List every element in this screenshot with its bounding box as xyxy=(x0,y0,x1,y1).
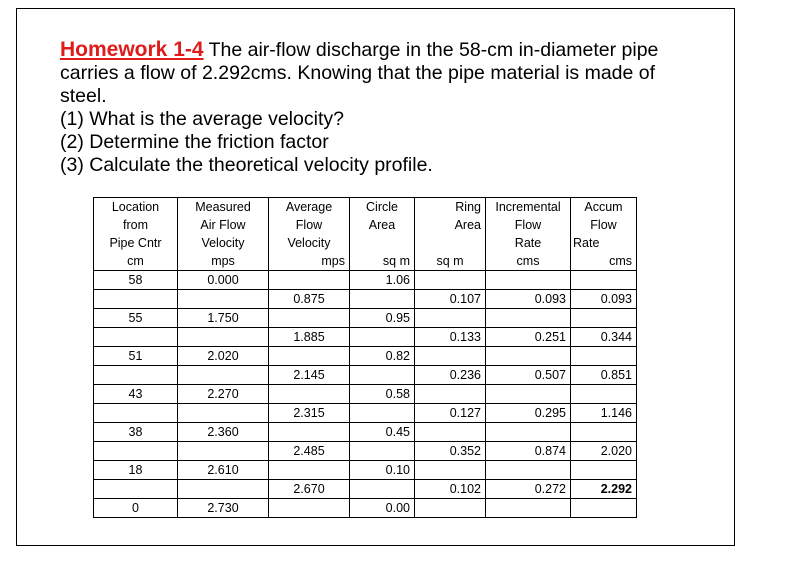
table-cell: 2.292 xyxy=(571,480,637,499)
table-cell: 0.82 xyxy=(350,347,415,366)
header-cell: Ring xyxy=(415,198,486,217)
table-cell xyxy=(350,290,415,309)
table-cell xyxy=(486,423,571,442)
table-cell xyxy=(415,461,486,480)
table-cell xyxy=(571,309,637,328)
table-cell: 2.270 xyxy=(178,385,269,404)
table-row xyxy=(94,480,637,499)
table-cell xyxy=(350,366,415,385)
table-cell: 2.145 xyxy=(269,366,350,385)
table-cell xyxy=(415,385,486,404)
table-cell xyxy=(178,328,269,347)
table-header-row xyxy=(94,234,637,252)
problem-intro xyxy=(60,38,700,108)
question-3: (3) Calculate the theoretical velocity profile. xyxy=(60,154,433,176)
homework-title: Homework 1-4 xyxy=(60,38,204,61)
header-cell: Flow xyxy=(486,216,571,234)
table-cell: 58 xyxy=(94,271,178,290)
table-header-row xyxy=(94,252,637,271)
table-cell: 0.95 xyxy=(350,309,415,328)
table-row xyxy=(94,290,637,309)
table-cell xyxy=(486,271,571,290)
table-cell: 0 xyxy=(94,499,178,518)
table-cell: 0.000 xyxy=(178,271,269,290)
header-cell: Flow xyxy=(571,216,637,234)
table-cell: 0.093 xyxy=(486,290,571,309)
table-cell: 18 xyxy=(94,461,178,480)
table-cell xyxy=(486,385,571,404)
header-cell: Area xyxy=(415,216,486,234)
table-row xyxy=(94,328,637,347)
header-cell: mps xyxy=(178,252,269,271)
table-cell: 0.133 xyxy=(415,328,486,347)
header-cell xyxy=(350,234,415,252)
table-cell: 0.102 xyxy=(415,480,486,499)
table-row xyxy=(94,404,637,423)
table-cell xyxy=(269,423,350,442)
table-cell xyxy=(178,404,269,423)
table-row xyxy=(94,366,637,385)
table-cell xyxy=(571,385,637,404)
table-cell: 38 xyxy=(94,423,178,442)
table-cell xyxy=(415,499,486,518)
table-cell: 55 xyxy=(94,309,178,328)
table-row xyxy=(94,423,637,442)
table-cell xyxy=(94,480,178,499)
table-cell: 0.344 xyxy=(571,328,637,347)
table-cell: 2.020 xyxy=(571,442,637,461)
table-cell xyxy=(571,423,637,442)
table-header-row xyxy=(94,198,637,217)
table-row xyxy=(94,461,637,480)
header-cell: Average xyxy=(269,198,350,217)
table-cell: 1.06 xyxy=(350,271,415,290)
table-row xyxy=(94,309,637,328)
table-cell: 0.093 xyxy=(571,290,637,309)
header-cell: cm xyxy=(94,252,178,271)
table-cell: 0.352 xyxy=(415,442,486,461)
header-cell: sq m xyxy=(350,252,415,271)
table-cell: 1.146 xyxy=(571,404,637,423)
table-cell xyxy=(486,461,571,480)
question-1: (1) What is the average velocity? xyxy=(60,108,344,130)
table-cell: 2.670 xyxy=(269,480,350,499)
table-body xyxy=(94,271,637,518)
table-cell xyxy=(178,442,269,461)
table-cell: 0.00 xyxy=(350,499,415,518)
problem-intro-text: The air-flow discharge in the 58-cm in-diameter pipe carries a flow of 2.292cms. Knowing that the pipe material is made of steel. xyxy=(60,39,659,107)
table-cell: 0.236 xyxy=(415,366,486,385)
table-cell xyxy=(94,442,178,461)
table-cell: 0.507 xyxy=(486,366,571,385)
table-cell: 43 xyxy=(94,385,178,404)
table-cell xyxy=(178,366,269,385)
table-cell xyxy=(269,347,350,366)
header-cell: Location xyxy=(94,198,178,217)
table-cell: 0.272 xyxy=(486,480,571,499)
table-row xyxy=(94,347,637,366)
header-cell: cms xyxy=(486,252,571,271)
header-cell: Circle xyxy=(350,198,415,217)
table-row xyxy=(94,499,637,518)
table-cell xyxy=(94,290,178,309)
table-cell xyxy=(269,499,350,518)
table-cell: 0.58 xyxy=(350,385,415,404)
table-cell xyxy=(94,404,178,423)
table-cell xyxy=(94,328,178,347)
table-cell: 0.851 xyxy=(571,366,637,385)
header-cell: from xyxy=(94,216,178,234)
table-cell: 0.45 xyxy=(350,423,415,442)
table-cell xyxy=(269,385,350,404)
table-cell xyxy=(178,290,269,309)
table-cell xyxy=(415,347,486,366)
table-row xyxy=(94,385,637,404)
header-cell: Incremental xyxy=(486,198,571,217)
table-cell: 0.875 xyxy=(269,290,350,309)
header-cell: Velocity xyxy=(269,234,350,252)
table-cell: 0.295 xyxy=(486,404,571,423)
header-cell: Velocity xyxy=(178,234,269,252)
table-cell xyxy=(269,461,350,480)
table-row xyxy=(94,442,637,461)
table-row xyxy=(94,271,637,290)
table-cell: 2.360 xyxy=(178,423,269,442)
table-cell xyxy=(269,271,350,290)
table-cell xyxy=(571,347,637,366)
header-cell: Rate xyxy=(486,234,571,252)
table-cell xyxy=(350,328,415,347)
table-cell xyxy=(94,366,178,385)
table-cell: 51 xyxy=(94,347,178,366)
table-cell xyxy=(178,480,269,499)
table-cell xyxy=(486,309,571,328)
table-cell: 1.885 xyxy=(269,328,350,347)
table-cell xyxy=(486,347,571,366)
table-cell: 2.020 xyxy=(178,347,269,366)
header-cell: Accum xyxy=(571,198,637,217)
table-cell: 2.485 xyxy=(269,442,350,461)
table-cell: 0.127 xyxy=(415,404,486,423)
table-cell: 0.10 xyxy=(350,461,415,480)
table-cell xyxy=(415,309,486,328)
header-cell: mps xyxy=(269,252,350,271)
table-header-row xyxy=(94,216,637,234)
header-cell: cms xyxy=(571,252,637,271)
table-cell xyxy=(415,423,486,442)
table-cell xyxy=(571,461,637,480)
question-2: (2) Determine the friction factor xyxy=(60,131,329,153)
table-cell: 0.874 xyxy=(486,442,571,461)
table-cell xyxy=(415,271,486,290)
header-cell: Measured xyxy=(178,198,269,217)
table-cell: 0.251 xyxy=(486,328,571,347)
table-cell: 2.315 xyxy=(269,404,350,423)
table-cell: 2.610 xyxy=(178,461,269,480)
header-cell: Area xyxy=(350,216,415,234)
header-cell: Rate xyxy=(571,234,637,252)
header-cell: sq m xyxy=(415,252,486,271)
header-cell: Pipe Cntr xyxy=(94,234,178,252)
table-cell: 1.750 xyxy=(178,309,269,328)
header-cell xyxy=(415,234,486,252)
header-cell: Flow xyxy=(269,216,350,234)
table-cell xyxy=(486,499,571,518)
table-cell xyxy=(350,442,415,461)
table-cell xyxy=(350,480,415,499)
table-cell xyxy=(269,309,350,328)
problem-statement xyxy=(60,38,700,177)
velocity-table xyxy=(93,197,637,518)
header-cell: Air Flow xyxy=(178,216,269,234)
table-cell: 0.107 xyxy=(415,290,486,309)
table-cell xyxy=(571,271,637,290)
table-cell xyxy=(571,499,637,518)
table-cell xyxy=(350,404,415,423)
table-cell: 2.730 xyxy=(178,499,269,518)
